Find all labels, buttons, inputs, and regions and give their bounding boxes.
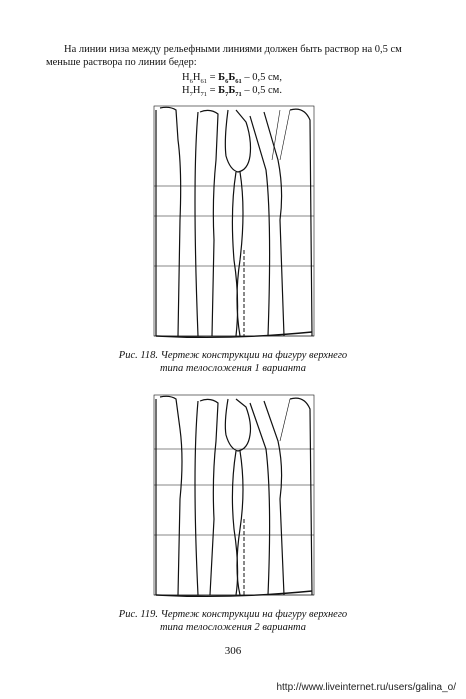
watermark-url: http://www.liveinternet.ru/users/galina_o/ [276,682,456,693]
formula-2: $Н_7Н_{71} = Б_7Б_{71} - 0,5$ см. [182,85,282,99]
formula-1: $Н_6Н_{61} = Б_6Б_{61} - 0,5$ см, [182,72,282,86]
pattern-drawing-1 [140,100,325,346]
body-paragraph: На линии низа между рельефными линиями должен быть раствор на 0,5 см меньше раствора по линии бедер: [46,44,402,68]
pattern-drawing-2-svg [140,389,325,605]
caption-line: Рис. 119. Чертеж конструкции на фигуру верхнего [118,609,348,620]
pattern-drawing-2 [140,389,325,605]
figure-caption-2 [60,609,406,634]
caption-line: типа телосложения 1 варианта [159,362,307,374]
caption-line: типа телосложения 2 варианта [159,621,307,633]
caption-line: Рис. 118. Чертеж конструкции на фигуру верхнего [118,350,348,361]
figure-caption-1 [60,350,406,375]
page-number: 306 [224,645,242,657]
pattern-drawing-1-svg [140,100,325,346]
